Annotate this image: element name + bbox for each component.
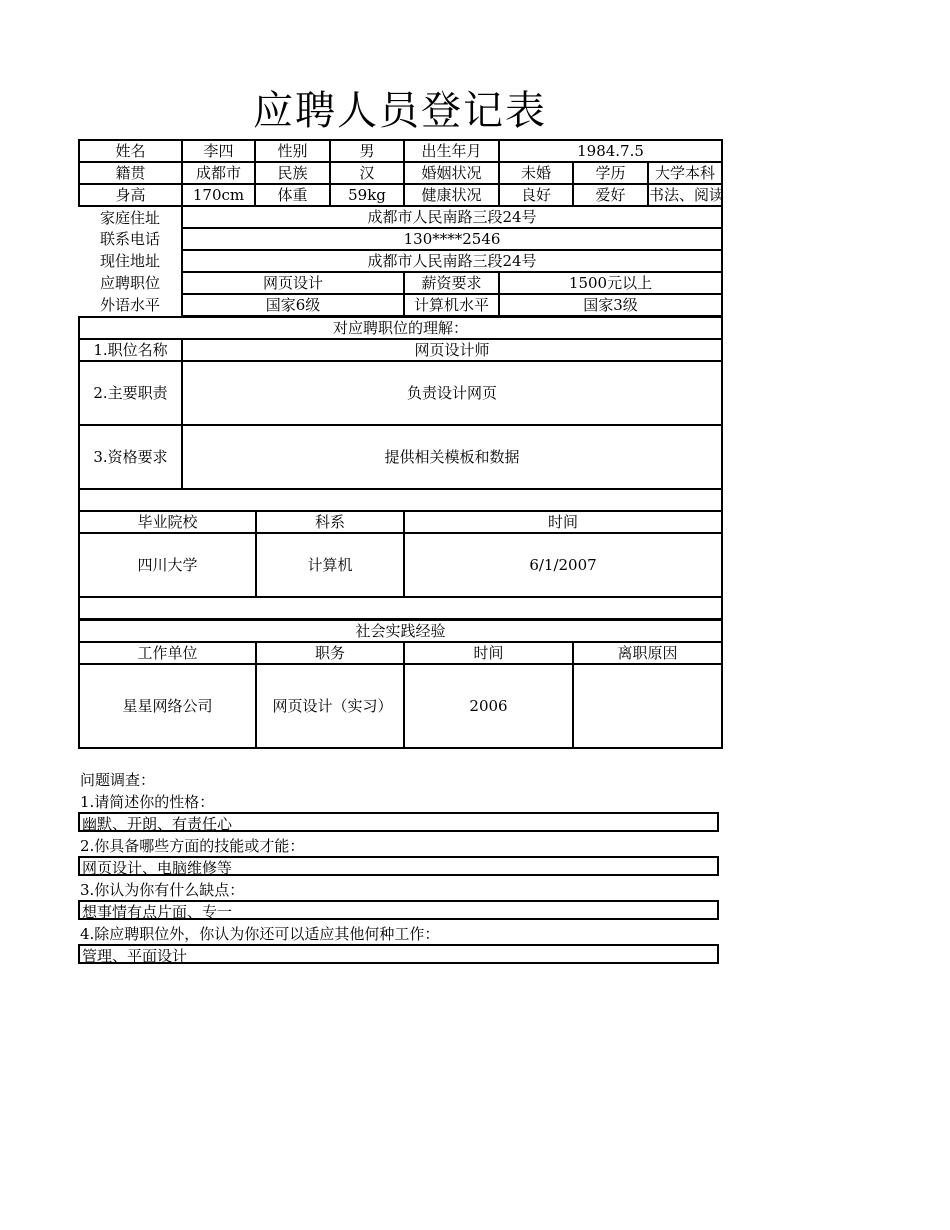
- gender-value[interactable]: 男: [330, 140, 404, 162]
- survey-question-1: 1.请简述你的性格：: [80, 793, 215, 811]
- height-label: 身高: [79, 184, 182, 206]
- position-label: 应聘职位: [99, 274, 160, 292]
- basic-info-table: [78, 139, 723, 317]
- survey-question-3: 3.你认为你有什么缺点：: [80, 881, 245, 899]
- hobby-value[interactable]: 书法、阅读: [649, 186, 725, 204]
- health-label: 健康状况: [404, 184, 499, 206]
- job-title-label: 1.职位名称: [79, 339, 182, 361]
- survey-answer-1[interactable]: 幽默、开朗、有责任心: [78, 812, 719, 832]
- experience-header: 社会实践经验: [79, 620, 722, 642]
- company-header: 工作单位: [79, 642, 256, 664]
- birth-label: 出生年月: [404, 140, 499, 162]
- major-value[interactable]: 计算机: [256, 533, 404, 597]
- home-label: 家庭住址: [79, 206, 182, 228]
- time-header: 时间: [404, 511, 722, 533]
- health-value[interactable]: 良好: [499, 184, 573, 206]
- phone-label: 联系电话: [99, 230, 160, 248]
- height-value[interactable]: 170cm: [182, 184, 255, 206]
- weight-value[interactable]: 59kg: [330, 184, 404, 206]
- origin-value[interactable]: 成都市: [182, 162, 255, 184]
- ethnic-label: 民族: [255, 162, 330, 184]
- understanding-table: [78, 316, 723, 512]
- major-header: 科系: [256, 511, 404, 533]
- edu-label: 学历: [573, 162, 648, 184]
- lang-label: 外语水平: [99, 296, 160, 314]
- name-value[interactable]: 李四: [182, 140, 255, 162]
- lang-value[interactable]: 国家6级: [182, 294, 404, 316]
- marital-value[interactable]: 未婚: [499, 162, 573, 184]
- home-value[interactable]: 成都市人民南路三段24号: [182, 206, 722, 228]
- understanding-header: 对应聘职位的理解：: [79, 317, 722, 339]
- spacer-row: [79, 597, 722, 619]
- education-table: [78, 510, 723, 620]
- exp-time-header: 时间: [404, 642, 573, 664]
- origin-label: 籍贯: [79, 162, 182, 184]
- company-value[interactable]: 星星网络公司: [79, 664, 256, 748]
- page-title: 应聘人员登记表: [253, 88, 547, 134]
- survey-answer-2[interactable]: 网页设计、电脑维修等: [78, 856, 719, 876]
- name-label: 姓名: [79, 140, 182, 162]
- reason-header: 离职原因: [573, 642, 722, 664]
- survey-question-2: 2.你具备哪些方面的技能或才能：: [80, 837, 305, 855]
- weight-label: 体重: [255, 184, 330, 206]
- survey-answer-3[interactable]: 想事情有点片面、专一: [78, 900, 719, 920]
- school-value[interactable]: 四川大学: [79, 533, 256, 597]
- duties-value[interactable]: 负责设计网页: [182, 361, 722, 425]
- role-header: 职务: [256, 642, 404, 664]
- school-header: 毕业院校: [79, 511, 256, 533]
- survey-answer-4[interactable]: 管理、平面设计: [78, 944, 719, 964]
- reason-value[interactable]: [573, 664, 722, 748]
- job-title-value[interactable]: 网页设计师: [182, 339, 722, 361]
- marital-label: 婚姻状况: [404, 162, 499, 184]
- gender-label: 性别: [255, 140, 330, 162]
- hobby-label: 爱好: [573, 184, 648, 206]
- spacer-row: [79, 489, 722, 511]
- current-value[interactable]: 成都市人民南路三段24号: [182, 250, 722, 272]
- edu-time-value[interactable]: 6/1/2007: [404, 533, 722, 597]
- duties-label: 2.主要职责: [79, 361, 182, 425]
- ethnic-value[interactable]: 汉: [330, 162, 404, 184]
- salary-value[interactable]: 1500元以上: [499, 272, 722, 294]
- birth-value[interactable]: 1984.7.5: [499, 140, 722, 162]
- experience-table: [78, 619, 723, 749]
- qualification-label: 3.资格要求: [79, 425, 182, 489]
- survey-question-4: 4.除应聘职位外，你认为你还可以适应其他何种工作：: [80, 925, 440, 943]
- phone-value[interactable]: 130****2546: [182, 228, 722, 250]
- position-value[interactable]: 网页设计: [182, 272, 404, 294]
- computer-value[interactable]: 国家3级: [499, 294, 722, 316]
- current-label: 现住地址: [99, 252, 160, 270]
- role-value[interactable]: 网页设计（实习）: [256, 664, 404, 748]
- qualification-value[interactable]: 提供相关模板和数据: [182, 425, 722, 489]
- survey-title: 问题调查：: [80, 771, 156, 789]
- exp-time-value[interactable]: 2006: [404, 664, 573, 748]
- edu-value[interactable]: 大学本科: [648, 162, 722, 184]
- salary-label: 薪资要求: [404, 272, 499, 294]
- computer-label: 计算机水平: [404, 294, 499, 316]
